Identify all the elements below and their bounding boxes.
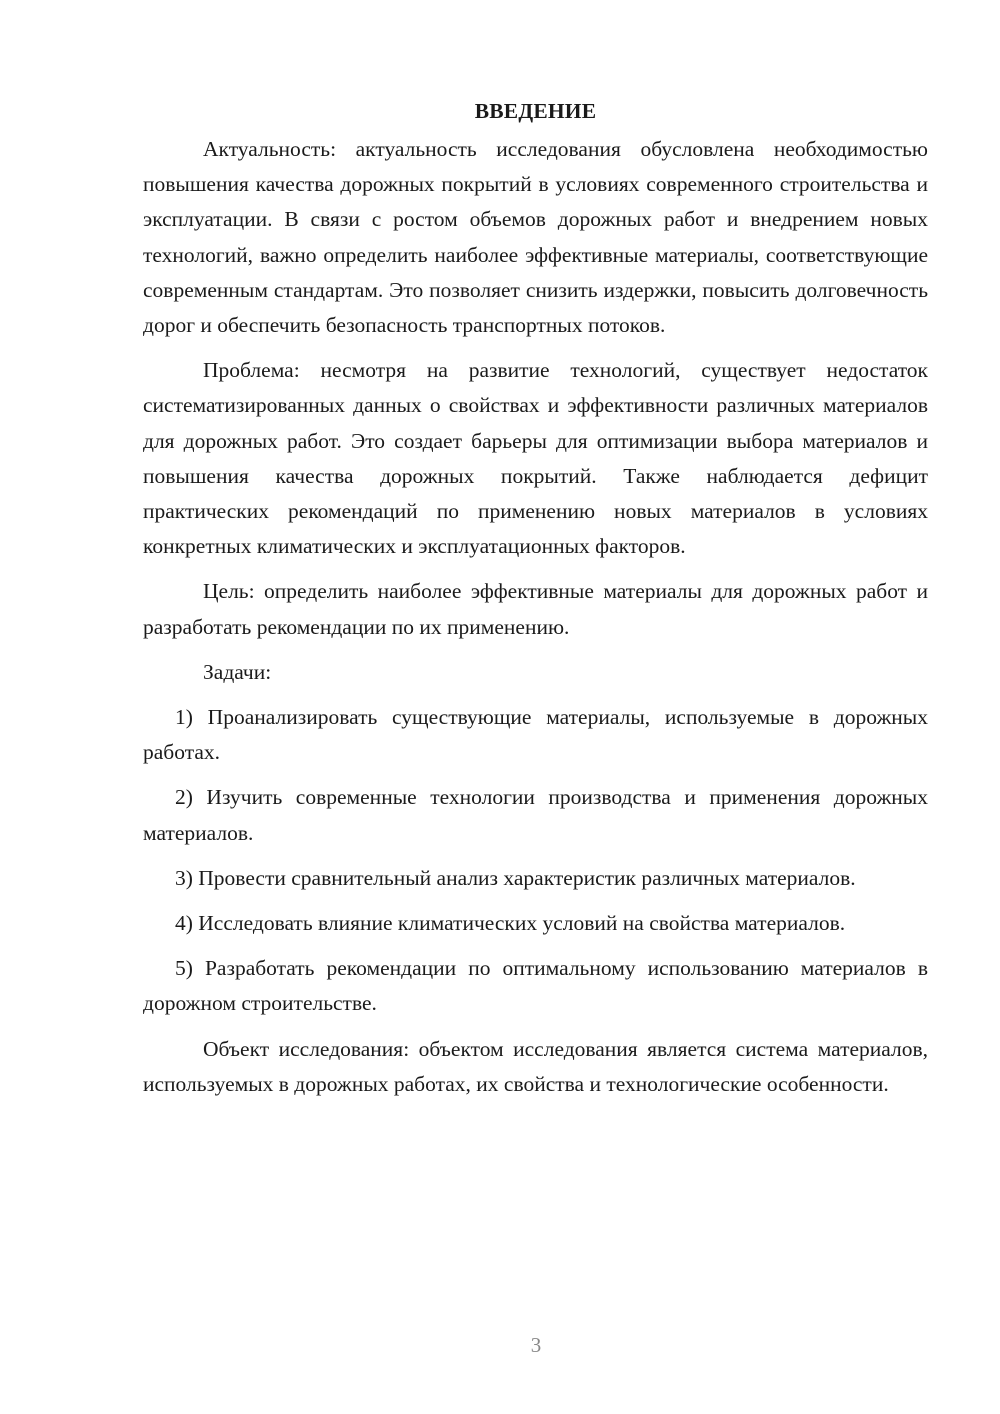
goal-paragraph: Цель: определить наиболее эффективные материалы для дорожных работ и разработать рекомендации по их применению. [143,579,928,639]
tasks-heading: Задачи: [203,659,272,684]
page-number: 3 [530,1333,542,1357]
relevance-paragraph: Актуальность: актуальность исследования обусловлена необходимостью повышения качества дорожных покрытий в условиях современного строительства и эксплуатации. В связи с ростом объемов дорожных работ и внедрением новых технологий, важно определить наиболее эффективные материалы, соответствующие современным стандартам. Это позволяет снизить издержки, повысить долговечность дорог и обеспечить безопасность транспортных потоков. [143,137,928,338]
task-item-5: 5) Разработать рекомендации по оптимальному использованию материалов в дорожном строительстве. [143,956,928,1016]
task-item-3: 3) Провести сравнительный анализ характеристик различных материалов. [175,865,856,890]
task-item-1: 1) Проанализировать существующие материалы, используемые в дорожных работах. [143,705,928,765]
task-item-2: 2) Изучить современные технологии производства и применения дорожных материалов. [143,785,928,845]
section-title: ВВЕДЕНИЕ [474,99,597,123]
object-paragraph: Объект исследования: объектом исследования является система материалов, используемых в дорожных работах, их свойства и технологические особенности. [143,1036,928,1096]
document-page [143,96,928,1112]
task-item-4: 4) Исследовать влияние климатических условий на свойства материалов. [175,911,846,936]
problem-paragraph: Проблема: несмотря на развитие технологий, существует недостаток систематизированных данных о свойствах и эффективности различных материалов для дорожных работ. Это создает барьеры для оптимизации выбора материалов и повышения качества дорожных покрытий. Также наблюдается дефицит практических рекомендаций по применению новых материалов в условиях конкретных климатических и эксплуатационных факторов. [143,358,928,559]
